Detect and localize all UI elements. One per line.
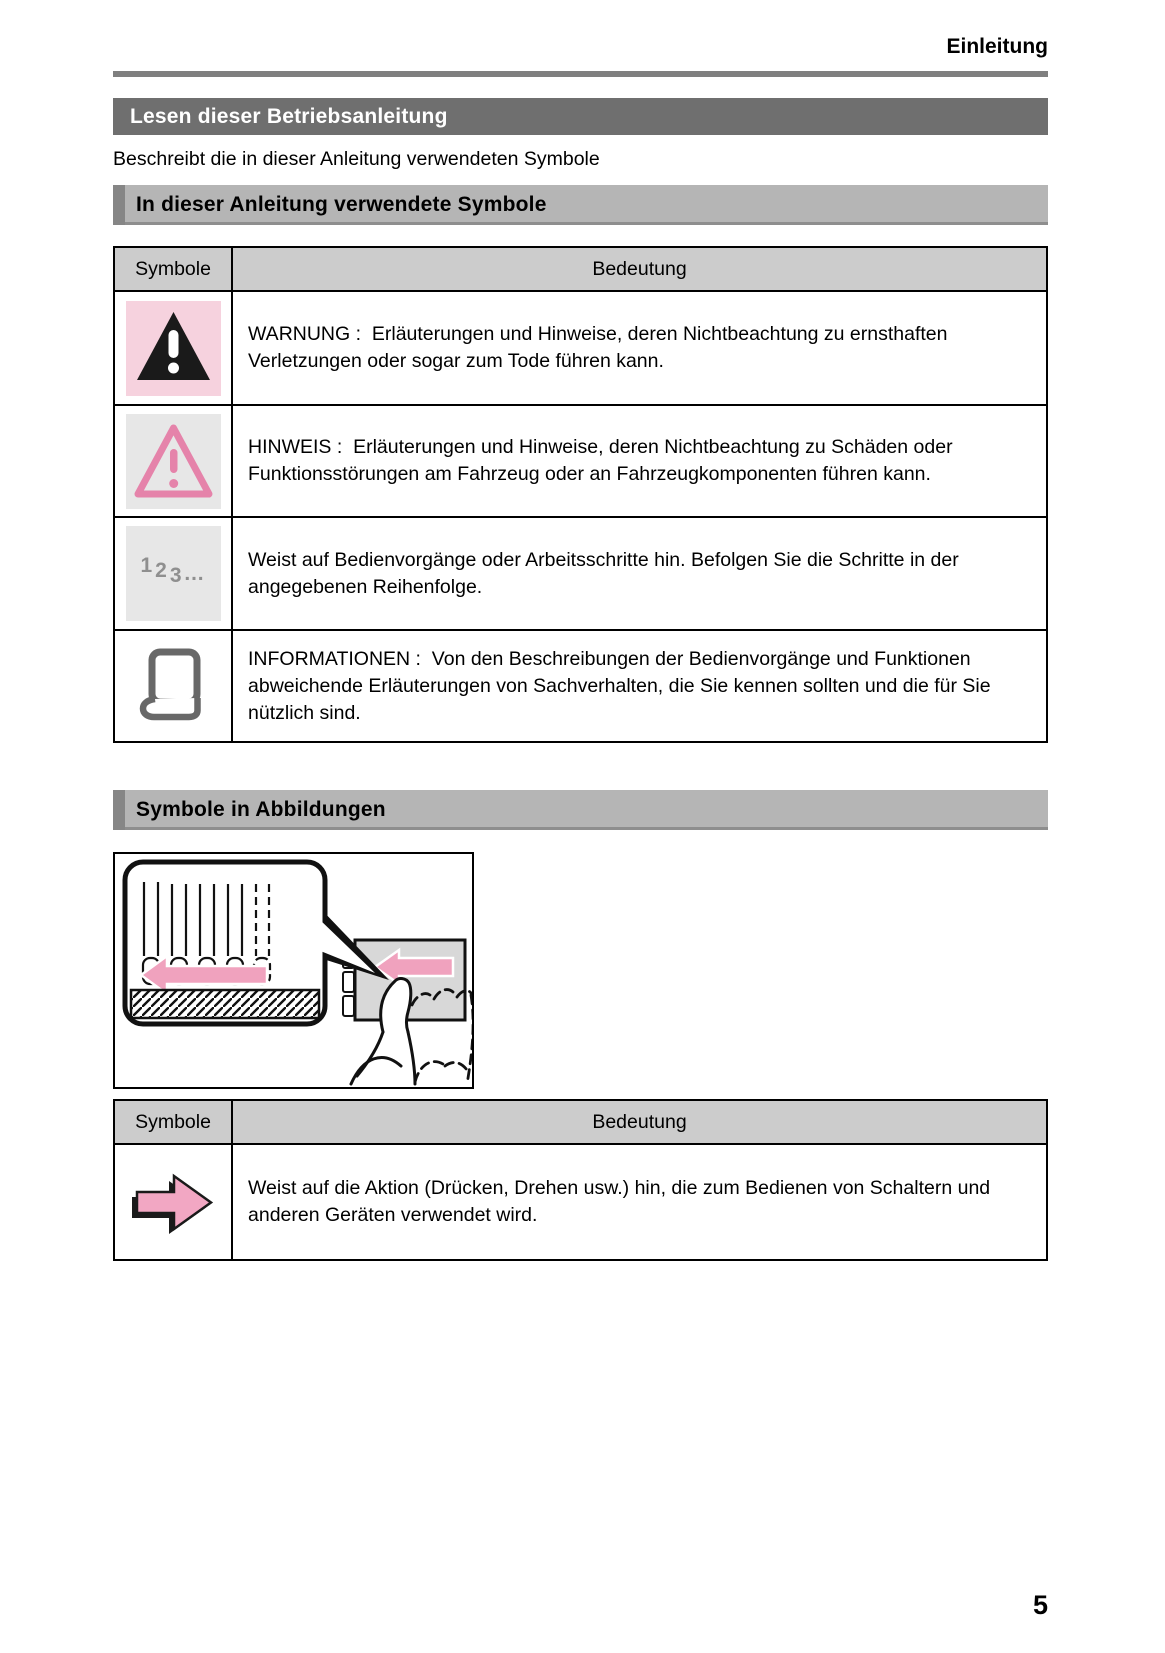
- swipe-illustration-graphic: [115, 854, 472, 1087]
- action-arrow-graphic: [127, 1166, 219, 1238]
- symbols-table: [113, 246, 1048, 743]
- symbol-cell: [114, 405, 232, 517]
- numbered-steps-text: 1 2 3…: [140, 553, 206, 587]
- column-header-bedeutung: Bedeutung: [232, 247, 1047, 291]
- symbol-cell: [114, 517, 232, 630]
- table-row-hinweis: [114, 405, 1047, 517]
- caution-triangle-icon: [126, 414, 221, 509]
- meaning-text: HINWEIS : Erläuterungen und Hinweise, deren Nichtbeachtung zu Schäden oder Funktionsstörungen am Fahrzeug oder an Fahrzeugkomponenten führen kann.: [232, 405, 1047, 517]
- hatched-surface: [131, 990, 319, 1018]
- book-icon: [126, 639, 221, 734]
- section-header-symbols-in-figures: [113, 790, 1048, 830]
- section-title: In dieser Anleitung verwendete Symbole: [136, 193, 547, 216]
- page-number: 5: [1032, 1590, 1048, 1620]
- table-row-informationen: [114, 630, 1047, 742]
- running-header: Einleitung: [946, 35, 1048, 58]
- symbol-cell: [114, 630, 232, 742]
- book-graphic: [126, 639, 221, 734]
- symbol-cell: [114, 1144, 232, 1260]
- warning-triangle-graphic: [126, 301, 221, 396]
- figure-symbols-table: [113, 1099, 1048, 1261]
- swipe-illustration: [113, 852, 474, 1089]
- column-header-bedeutung: Bedeutung: [232, 1100, 1047, 1144]
- column-header-symbole: Symbole: [114, 1100, 232, 1144]
- figure-table-header-row: [114, 1100, 1047, 1144]
- section-header-symbols-in-manual: [113, 185, 1048, 225]
- table-row-schritte: [114, 517, 1047, 630]
- symbols-table-header-row: [114, 247, 1047, 291]
- caution-triangle-graphic: [126, 414, 221, 509]
- header-rule: [113, 71, 1048, 77]
- action-arrow-icon: [126, 1155, 221, 1250]
- chapter-title: Lesen dieser Betriebsanleitung: [130, 104, 448, 128]
- column-header-symbole: Symbole: [114, 247, 232, 291]
- intro-text: Beschreibt die in dieser Anleitung verwendeten Symbole: [113, 148, 600, 170]
- meaning-text: Weist auf die Aktion (Drücken, Drehen usw.) hin, die zum Bedienen von Schaltern und anderen Geräten verwendet wird.: [232, 1144, 1047, 1260]
- meaning-text: Weist auf Bedienvorgänge oder Arbeitsschritte hin. Befolgen Sie die Schritte in der angegebenen Reihenfolge.: [232, 517, 1047, 630]
- meaning-text: INFORMATIONEN : Von den Beschreibungen der Bedienvorgänge und Funktionen abweichende Erläuterungen von Sachverhalten, die Sie kennen sollten und die für Sie nützlich sind.: [232, 630, 1047, 742]
- meaning-text: WARNUNG : Erläuterungen und Hinweise, deren Nichtbeachtung zu ernsthaften Verletzungen oder sogar zum Tode führen kann.: [232, 291, 1047, 405]
- table-row-warnung: [114, 291, 1047, 405]
- table-row-aktion: [114, 1144, 1047, 1260]
- numbered-steps-icon: [126, 526, 221, 621]
- symbol-cell: [114, 291, 232, 405]
- warning-triangle-icon: [126, 301, 221, 396]
- section-title: Symbole in Abbildungen: [136, 798, 386, 821]
- page-content: [113, 0, 1048, 1261]
- chapter-title-bar: [113, 98, 1048, 135]
